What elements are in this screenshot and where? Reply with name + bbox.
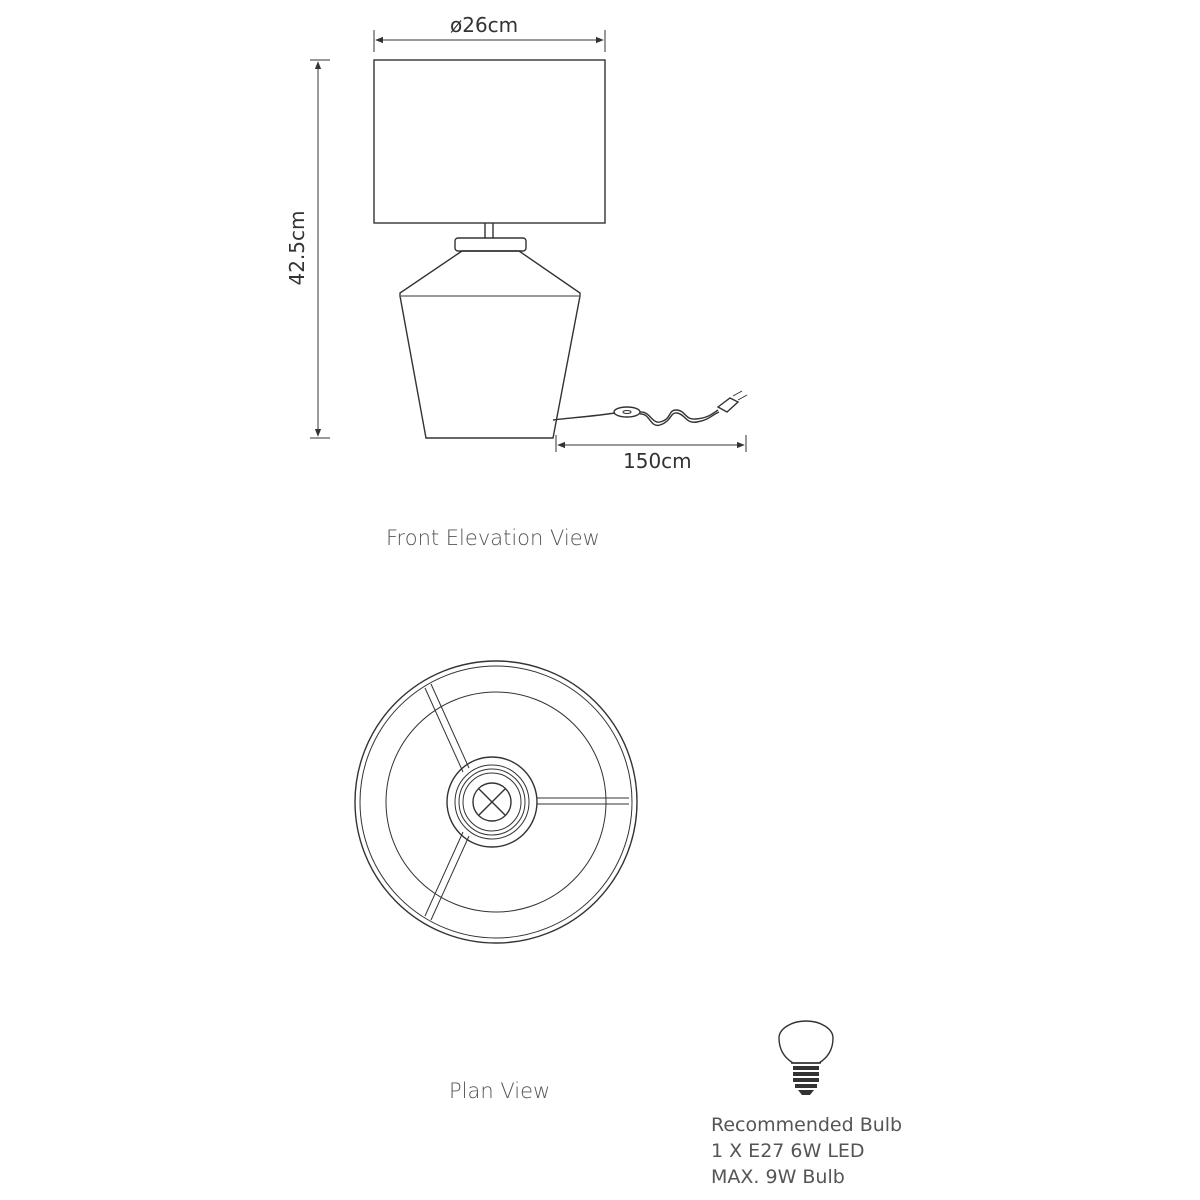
shade-inner-ring xyxy=(386,692,606,912)
height-label: 42.5cm xyxy=(285,210,309,286)
bulb-max-wattage: MAX. 9W Bulb xyxy=(711,1166,845,1188)
height-dimension-line xyxy=(310,60,330,438)
lamp-stem xyxy=(485,223,493,238)
shade-outer-ring xyxy=(355,661,637,943)
shade-spokes xyxy=(425,684,629,920)
light-bulb-icon xyxy=(779,1021,833,1095)
front-elevation xyxy=(310,30,747,452)
bulb-holder xyxy=(447,757,537,847)
plan-view xyxy=(355,661,637,943)
lamp-collar xyxy=(455,238,526,251)
plan-view-title: Plan View xyxy=(449,1079,551,1103)
front-elevation-title: Front Elevation View xyxy=(386,526,600,550)
bulb-spec: 1 X E27 6W LED xyxy=(711,1140,865,1162)
shade-diameter-label: ø26cm xyxy=(450,13,519,37)
lamp-base xyxy=(400,251,580,438)
cable-length-label: 150cm xyxy=(623,449,692,473)
power-cable xyxy=(553,391,747,425)
lamp-shade xyxy=(374,60,605,223)
recommended-bulb-title: Recommended Bulb xyxy=(711,1114,903,1136)
